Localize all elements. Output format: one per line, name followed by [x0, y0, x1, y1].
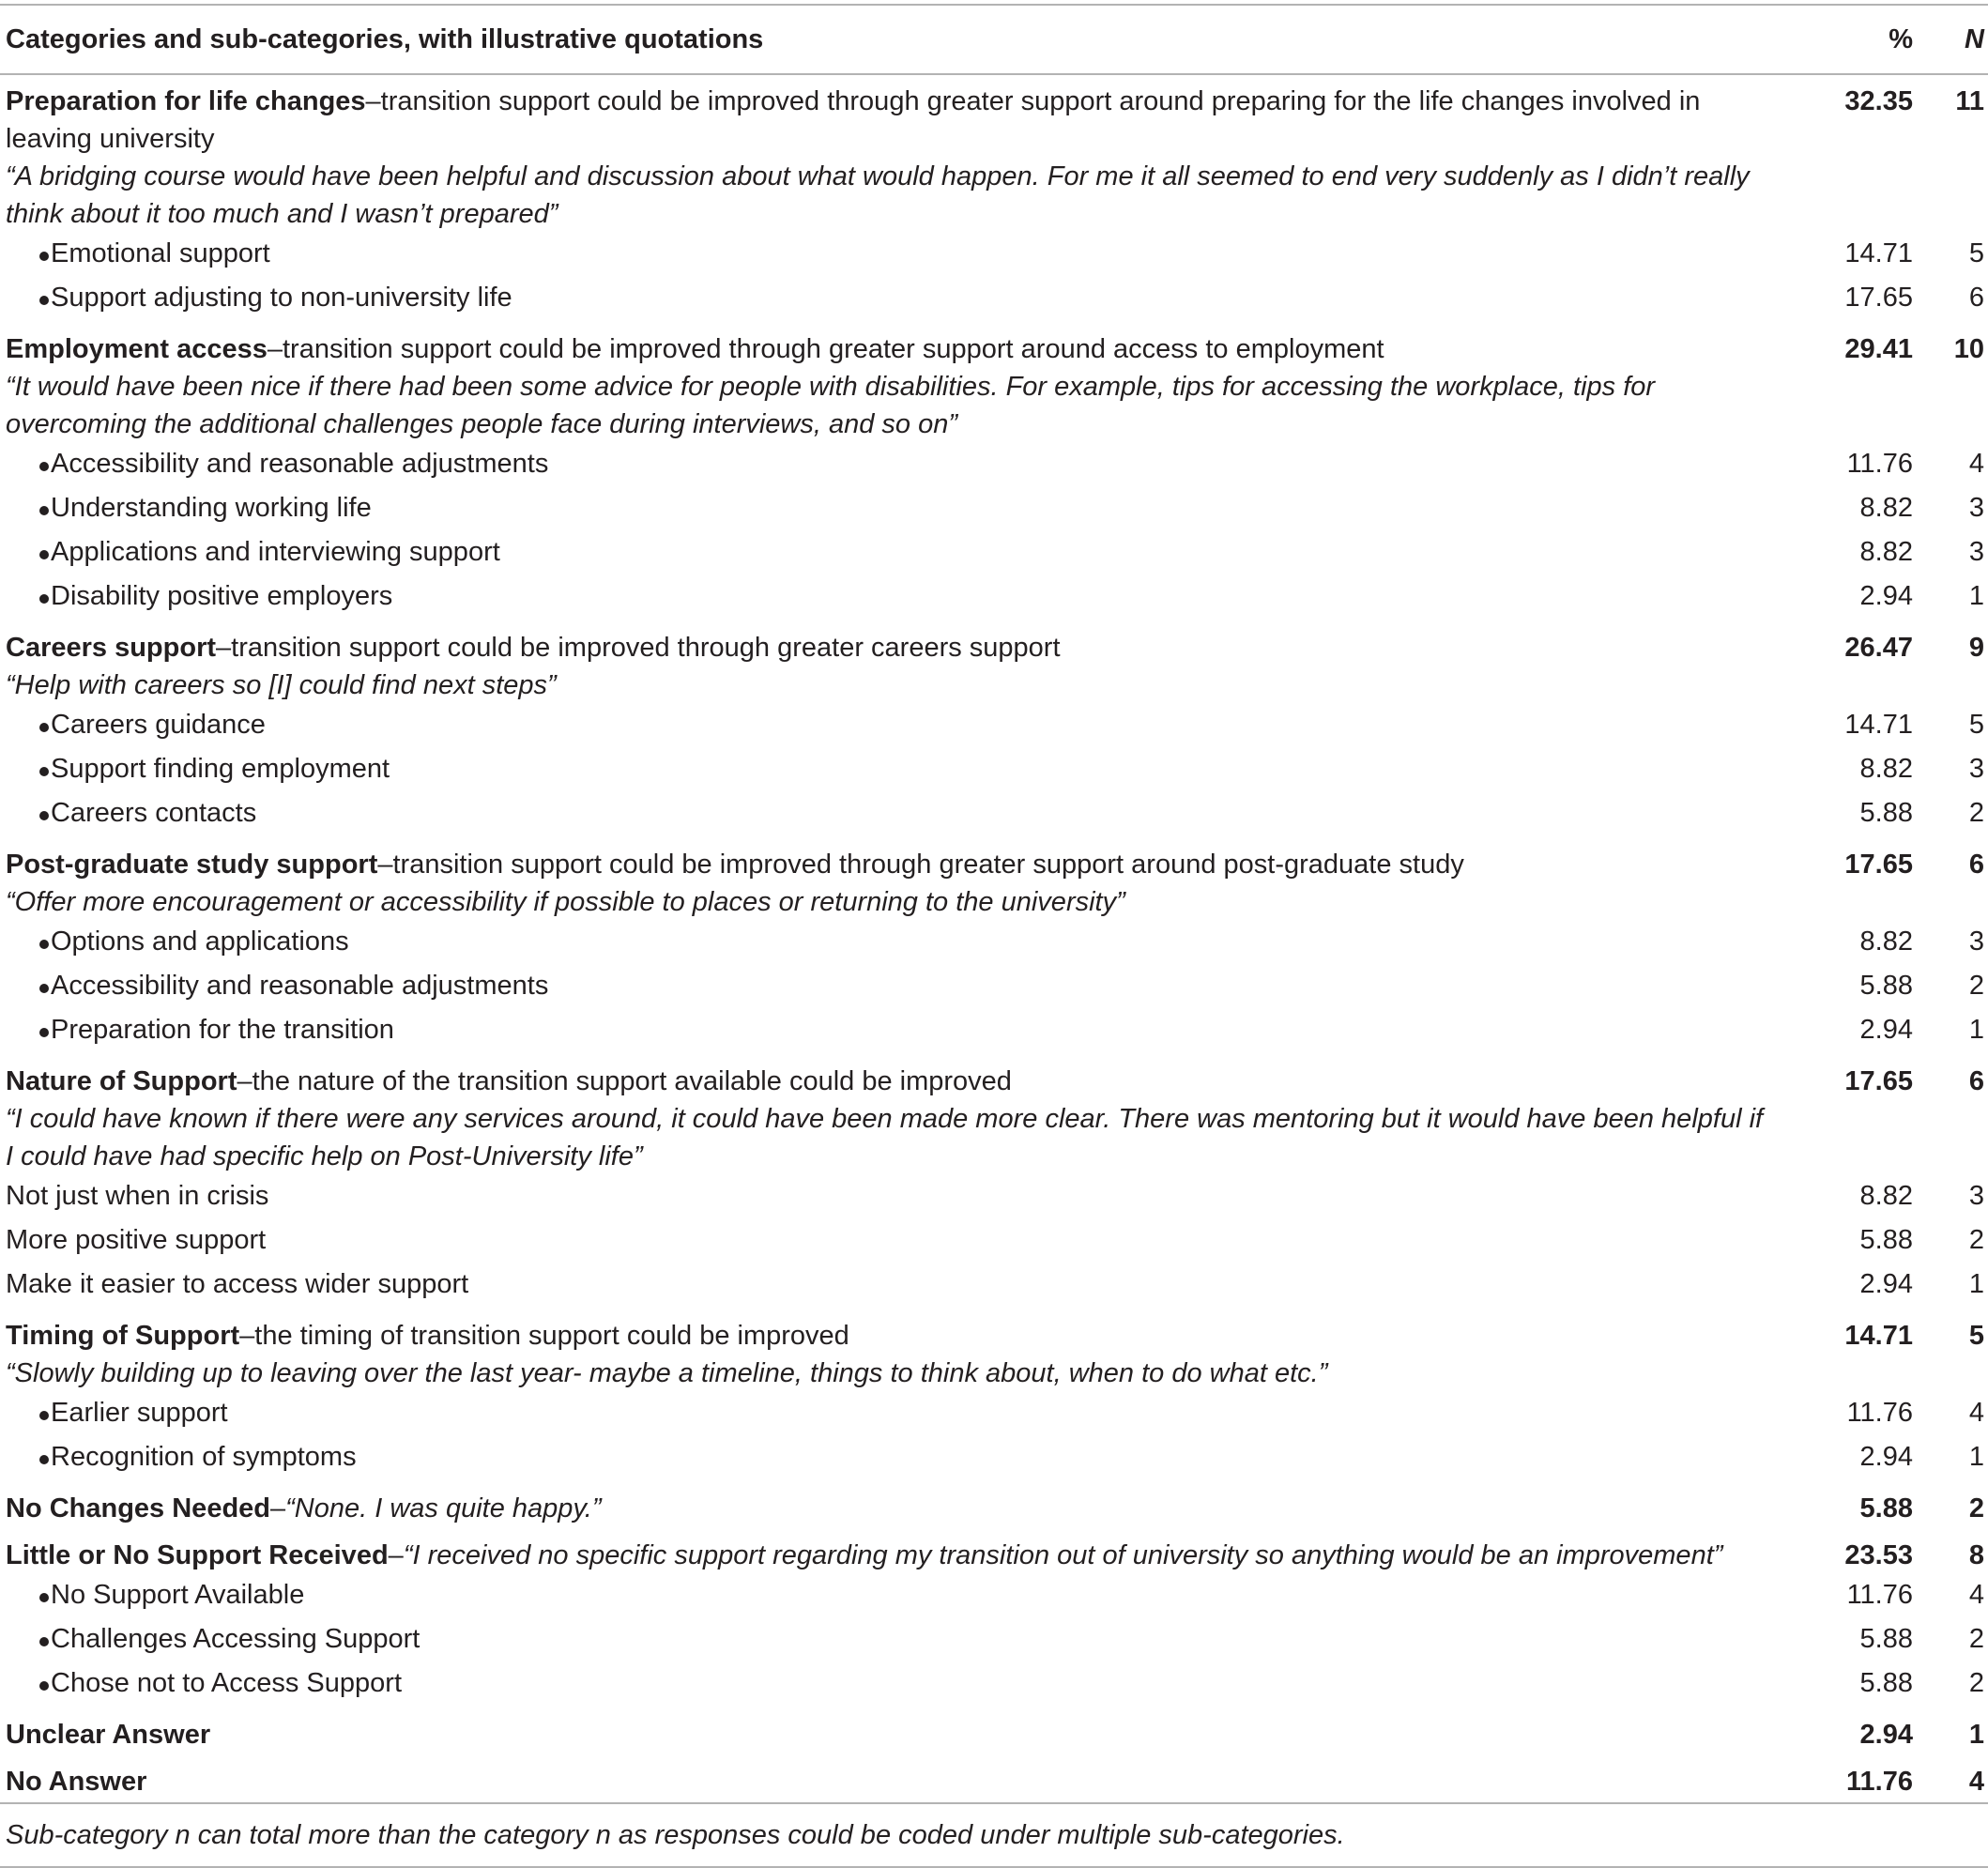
subcategory-row — [0, 445, 1988, 489]
bullet-icon — [39, 940, 49, 949]
subcategory-percent: 11.76 — [1846, 449, 1913, 479]
category-name: Post-graduate study support — [6, 850, 378, 880]
subcategory-row — [0, 1011, 1988, 1055]
subcategory-n: 5 — [1968, 238, 1984, 268]
subcategory-label: Emotional support — [51, 238, 270, 268]
category-cell — [0, 74, 1807, 235]
category-dash: – — [388, 1540, 404, 1570]
subcategory-label: Support finding employment — [51, 754, 390, 784]
bullet-icon — [39, 1593, 49, 1602]
category-quote: “I could have known if there were any services around, it could have been made more clear. There was mentoring but it would have been helpful if I could have had specific help on Post-University life” — [6, 1104, 1764, 1171]
bullet-icon — [39, 462, 49, 471]
category-row — [0, 1529, 1988, 1576]
category-description: –transition support could be improved through greater careers support — [216, 633, 1061, 663]
category-percent: 29.41 — [1844, 334, 1913, 364]
subcategory-n: 1 — [1968, 1442, 1984, 1472]
footnote-row — [0, 1803, 1988, 1867]
header-n: N — [1965, 23, 1984, 54]
subcategory-percent: 5.88 — [1859, 798, 1913, 828]
subcategory-n: 1 — [1968, 581, 1984, 611]
subcategory-row — [0, 489, 1988, 533]
subcategory-percent: 11.76 — [1846, 1580, 1913, 1610]
category-dash: – — [270, 1493, 286, 1523]
category-n: 8 — [1968, 1540, 1984, 1570]
subcategory-label: Chose not to Access Support — [51, 1668, 402, 1698]
bullet-icon — [39, 506, 49, 515]
subcategory-n: 2 — [1968, 1225, 1984, 1255]
subcategory-label: No Support Available — [51, 1580, 305, 1610]
subcategory-label: Accessibility and reasonable adjustments — [51, 971, 549, 1001]
category-quote: “None. I was quite happy.” — [285, 1493, 602, 1523]
category-name: Careers support — [6, 633, 217, 663]
category-name: Little or No Support Received — [6, 1540, 389, 1570]
category-n: 5 — [1968, 1321, 1984, 1351]
subcategory-label: Support adjusting to non-university life — [51, 283, 512, 313]
subcategory-percent: 8.82 — [1859, 926, 1913, 957]
subcategory-label: Disability positive employers — [51, 581, 393, 611]
category-name: Unclear Answer — [6, 1720, 211, 1750]
subcategory-percent: 5.88 — [1859, 1668, 1913, 1698]
category-description: –the timing of transition support could be improved — [239, 1321, 849, 1351]
category-percent: 17.65 — [1844, 850, 1913, 880]
category-cell — [0, 1529, 1807, 1576]
subcategory-n: 2 — [1968, 971, 1984, 1001]
bullet-icon — [39, 1637, 49, 1646]
subcategory-label: Preparation for the transition — [51, 1015, 394, 1045]
subcategory-n: 3 — [1968, 537, 1984, 567]
category-cell — [0, 1708, 1807, 1755]
category-row — [0, 323, 1988, 445]
subcategory-label: Challenges Accessing Support — [51, 1624, 421, 1654]
bullet-icon — [39, 723, 49, 732]
subcategory-n: 3 — [1968, 493, 1984, 523]
subcategory-n: 2 — [1968, 1624, 1984, 1654]
subcategory-label: More positive support — [6, 1225, 267, 1255]
category-cell — [0, 1309, 1807, 1394]
subcategory-row — [0, 1576, 1988, 1620]
subcategory-row — [0, 1620, 1988, 1664]
subcategory-row — [0, 1438, 1988, 1482]
header-row — [0, 5, 1988, 74]
category-n: 4 — [1968, 1767, 1984, 1797]
subcategory-percent: 2.94 — [1859, 1442, 1913, 1472]
bullet-icon — [39, 252, 49, 261]
subcategory-percent: 2.94 — [1859, 1269, 1913, 1299]
category-percent: 23.53 — [1844, 1540, 1913, 1570]
category-quote: “It would have been nice if there had been some advice for people with disabilities. For example, tips for accessing the workplace, tips for overcoming the additional challenges people face during interviews, and so on” — [6, 372, 1656, 439]
category-description: –the nature of the transition support available could be improved — [237, 1066, 1012, 1096]
category-description: –transition support could be improved through greater support around preparing for the life changes involved in leaving university — [6, 86, 1701, 154]
category-row — [0, 1055, 1988, 1177]
subcategory-row — [0, 967, 1988, 1011]
subcategory-row — [0, 235, 1988, 279]
bullet-icon — [39, 1455, 49, 1464]
subcategory-n: 3 — [1968, 1181, 1984, 1211]
results-table — [0, 4, 1988, 1868]
category-percent: 26.47 — [1844, 633, 1913, 663]
category-cell — [0, 838, 1807, 923]
subcategory-n: 6 — [1968, 283, 1984, 313]
header-categories: Categories and sub-categories, with illustrative quotations — [6, 23, 764, 54]
category-name: No Changes Needed — [6, 1493, 270, 1523]
subcategory-label: Accessibility and reasonable adjustments — [51, 449, 549, 479]
category-row — [0, 1755, 1988, 1803]
subcategory-row — [0, 750, 1988, 794]
category-name: Nature of Support — [6, 1066, 237, 1096]
subcategory-percent: 5.88 — [1859, 1624, 1913, 1654]
subcategory-n: 4 — [1968, 1580, 1984, 1610]
subcategory-percent: 2.94 — [1859, 581, 1913, 611]
subcategory-percent: 8.82 — [1859, 537, 1913, 567]
category-cell — [0, 1755, 1807, 1803]
bullet-icon — [39, 594, 49, 604]
subcategory-label: Make it easier to access wider support — [6, 1269, 469, 1299]
bullet-icon — [39, 767, 49, 776]
subcategory-n: 4 — [1968, 449, 1984, 479]
subcategory-label: Applications and interviewing support — [51, 537, 500, 567]
subcategory-n: 3 — [1968, 754, 1984, 784]
subcategory-row — [0, 279, 1988, 323]
category-n: 6 — [1968, 850, 1984, 880]
subcategory-percent: 17.65 — [1844, 283, 1913, 313]
subcategory-percent: 14.71 — [1844, 710, 1913, 740]
subcategory-n: 2 — [1968, 798, 1984, 828]
category-row — [0, 1309, 1988, 1394]
category-percent: 17.65 — [1844, 1066, 1913, 1096]
category-quote: “Offer more encouragement or accessibility if possible to places or returning to the university” — [6, 887, 1125, 917]
category-percent: 5.88 — [1859, 1493, 1913, 1523]
category-quote: “Slowly building up to leaving over the last year- maybe a timeline, things to think about, when to do what etc.” — [6, 1358, 1328, 1388]
subcategory-row — [0, 577, 1988, 621]
subcategory-row — [0, 1394, 1988, 1438]
category-percent: 32.35 — [1844, 86, 1913, 116]
bullet-icon — [39, 1028, 49, 1037]
subcategory-label: Careers contacts — [51, 798, 257, 828]
category-row — [0, 1482, 1988, 1529]
category-n: 1 — [1968, 1720, 1984, 1750]
subcategory-percent: 5.88 — [1859, 1225, 1913, 1255]
subcategory-n: 1 — [1968, 1269, 1984, 1299]
category-name: Timing of Support — [6, 1321, 240, 1351]
category-n: 6 — [1968, 1066, 1984, 1096]
bullet-icon — [39, 1411, 49, 1420]
category-name: Preparation for life changes — [6, 86, 366, 116]
subcategory-percent: 5.88 — [1859, 971, 1913, 1001]
subcategory-percent: 8.82 — [1859, 1181, 1913, 1211]
category-cell — [0, 1055, 1807, 1177]
category-description: –transition support could be improved through greater support around access to employment — [267, 334, 1384, 364]
subcategory-label: Understanding working life — [51, 493, 372, 523]
category-name: No Answer — [6, 1767, 147, 1797]
subcategory-percent: 8.82 — [1859, 754, 1913, 784]
category-n: 9 — [1968, 633, 1984, 663]
category-cell — [0, 323, 1807, 445]
category-percent: 11.76 — [1846, 1767, 1913, 1797]
subcategory-row — [0, 533, 1988, 577]
category-row — [0, 621, 1988, 706]
subcategory-row — [0, 1265, 1988, 1309]
category-cell — [0, 1482, 1807, 1529]
bullet-icon — [39, 1681, 49, 1691]
subcategory-row — [0, 1664, 1988, 1708]
category-n: 10 — [1953, 334, 1984, 364]
subcategory-row — [0, 1221, 1988, 1265]
category-percent: 14.71 — [1844, 1321, 1913, 1351]
subcategory-n: 5 — [1968, 710, 1984, 740]
bullet-icon — [39, 984, 49, 993]
category-quote: “A bridging course would have been helpful and discussion about what would happen. For me it all seemed to end very suddenly as I didn’t really think about it too much and I wasn’t prepared” — [6, 161, 1750, 229]
category-quote: “I received no specific support regarding my transition out of university so anything would be an improvement” — [403, 1540, 1723, 1570]
category-name: Employment access — [6, 334, 268, 364]
bullet-icon — [39, 550, 49, 559]
subcategory-n: 1 — [1968, 1015, 1984, 1045]
category-percent: 2.94 — [1859, 1720, 1913, 1750]
bullet-icon — [39, 811, 49, 820]
category-n: 11 — [1955, 86, 1984, 116]
subcategory-row — [0, 923, 1988, 967]
header-percent: % — [1889, 23, 1913, 54]
category-quote: “Help with careers so [I] could find next steps” — [6, 670, 557, 700]
subcategory-n: 4 — [1968, 1398, 1984, 1428]
subcategory-label: Not just when in crisis — [6, 1181, 269, 1211]
subcategory-label: Options and applications — [51, 926, 349, 957]
category-cell — [0, 621, 1807, 706]
subcategory-label: Earlier support — [51, 1398, 228, 1428]
subcategory-label: Recognition of symptoms — [51, 1442, 357, 1472]
subcategory-label: Careers guidance — [51, 710, 266, 740]
subcategory-percent: 14.71 — [1844, 238, 1913, 268]
category-row — [0, 838, 1988, 923]
subcategory-n: 2 — [1968, 1668, 1984, 1698]
category-row — [0, 74, 1988, 235]
subcategory-percent: 11.76 — [1846, 1398, 1913, 1428]
subcategory-percent: 2.94 — [1859, 1015, 1913, 1045]
subcategory-row — [0, 706, 1988, 750]
category-n: 2 — [1968, 1493, 1984, 1523]
category-description: –transition support could be improved through greater support around post-graduate study — [377, 850, 1464, 880]
subcategory-row — [0, 1177, 1988, 1221]
subcategory-row — [0, 794, 1988, 838]
subcategory-percent: 8.82 — [1859, 493, 1913, 523]
bullet-icon — [39, 296, 49, 305]
subcategory-n: 3 — [1968, 926, 1984, 957]
table-footnote: Sub-category n can total more than the category n as responses could be coded under multiple sub-categories. — [6, 1819, 1345, 1850]
category-row — [0, 1708, 1988, 1755]
